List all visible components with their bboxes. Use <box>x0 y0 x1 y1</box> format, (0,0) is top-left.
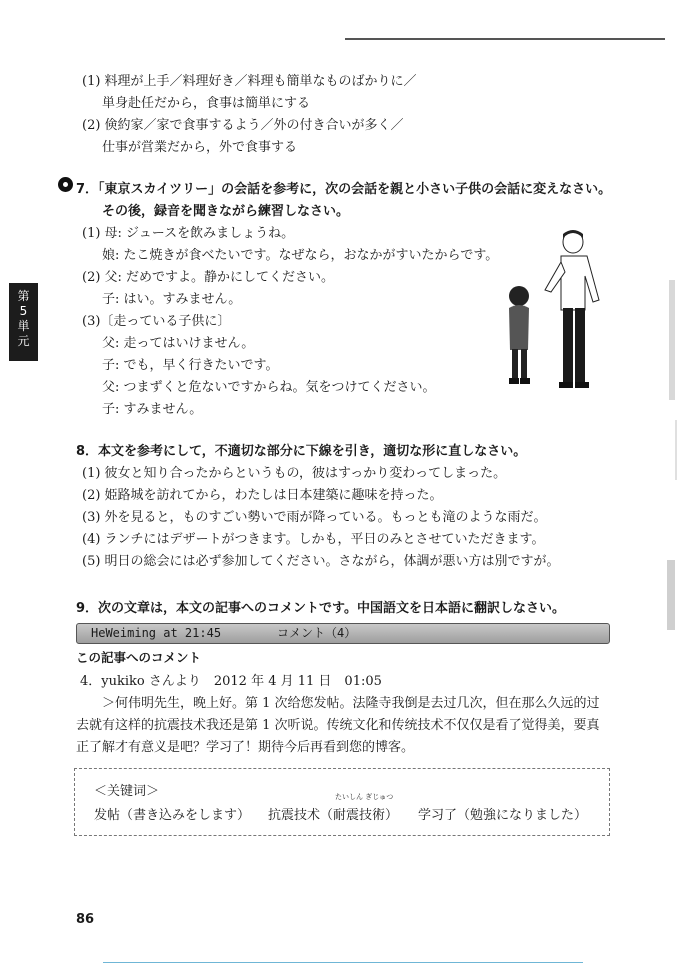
keywords-box <box>74 768 610 836</box>
exercise-7-heading: 7．「東京スカイツリー」の会話を参考に，次の会話を親と小さい子供の会話に変えなさい。 <box>76 182 612 197</box>
side-tab-char: 第 <box>17 289 30 303</box>
dialog-line: 娘: たこ焼きが食べたいです。なぜなら，おなかがすいたからです。 <box>102 248 499 263</box>
comment-author-time: HeWeiming at 21:45 <box>91 626 222 640</box>
keyword-2-ruby: たいしん ぎじゅつ <box>335 793 394 801</box>
choice-item-1-answer: 単身赴任だから，食事は簡単にする <box>102 96 311 111</box>
side-tab-char: 元 <box>17 334 30 348</box>
exercise-8-item: (2) 姫路城を訪れてから，わたしは日本建築に趣味を持った。 <box>82 488 443 503</box>
bottom-rule <box>103 962 583 963</box>
dialog-line: 子: すみません。 <box>102 402 203 417</box>
dialog-line: 子: はい。すみません。 <box>102 292 242 307</box>
comment-body-line: ＞何伟明先生，晚上好。第 1 次给您发帖。法隆寺我倒是去过几次，但在那么久远的过 <box>102 696 600 711</box>
choice-item-2: (2) 倹約家／家で食事するよう／外の付き合いが多く／ <box>82 118 404 133</box>
exercise-8-item: (1) 彼女と知り合ったからというもの，彼はすっかり変わってしまった。 <box>82 466 507 481</box>
dialog-line: 父: つまずくと危ないですからね。気をつけてください。 <box>102 380 436 395</box>
side-tab-char: 単 <box>17 319 30 333</box>
dialog-line: (1) 母: ジュースを飲みましょうね。 <box>82 226 295 241</box>
exercise-8-heading: 8．本文を参考にして，不適切な部分に下線を引き，適切な形に直しなさい。 <box>76 444 527 459</box>
exercise-8-item: (4) ランチにはデザートがつきます。しかも，平日のみとさせていただきます。 <box>82 532 545 547</box>
exercise-9-heading: 9．次の文章は，本文の記事へのコメントです。中国語文を日本語に翻訳しなさい。 <box>76 601 566 616</box>
father-child-illustration <box>495 228 615 396</box>
comment-count: コメント（4） <box>277 626 357 640</box>
exercise-8-item: (5) 明日の総会には必ず参加してください。さながら，体調が悪い方は別ですが。 <box>82 554 560 569</box>
side-tab-char: 5 <box>19 304 28 318</box>
comment-body-line: 去就有这样的抗震技术我还是第 1 次听说。传统文化和传统技术不仅仅是看了觉得美，要真 <box>76 718 600 733</box>
unit-side-tab <box>9 283 38 361</box>
comment-meta: 4．yukiko さんより 2012 年 4 月 11 日 01:05 <box>80 674 382 689</box>
top-rule <box>345 38 665 40</box>
comment-header-bar <box>76 623 610 644</box>
dialog-line: 子: でも，早く行きたいです。 <box>102 358 279 373</box>
dialog-line: (3)〔走っている子供に〕 <box>82 314 231 329</box>
comment-section-title: この記事へのコメント <box>76 650 202 665</box>
keyword-3: 学习了（勉強になりました） <box>418 808 588 823</box>
keyword-2: 抗震技术（耐震技術） <box>268 808 399 823</box>
choice-item-2-answer: 仕事が営業だから，外で食事する <box>102 140 298 155</box>
choice-item-1: (1) 料理が上手／料理好き／料理も簡単なものばかりに／ <box>82 74 417 89</box>
dialog-line: (2) 父: だめですよ。静かにしてください。 <box>82 270 335 285</box>
comment-body-line: 正了解才有意义是吧？学习了！期待今后再看到您的博客。 <box>76 740 415 755</box>
keywords-title: ＜关键词＞ <box>94 784 160 799</box>
dialog-line: 父: 走ってはいけません。 <box>102 336 255 351</box>
audio-cd-icon[interactable] <box>58 177 73 192</box>
page-number: 86 <box>76 912 95 927</box>
exercise-7-subheading: その後，録音を聞きながら練習しなさい。 <box>102 204 350 219</box>
exercise-8-item: (3) 外を見ると，ものすごい勢いで雨が降っている。もっとも滝のような雨だ。 <box>82 510 547 525</box>
keyword-1: 发帖（書き込みをします） <box>94 808 251 823</box>
scan-edge <box>657 0 687 969</box>
